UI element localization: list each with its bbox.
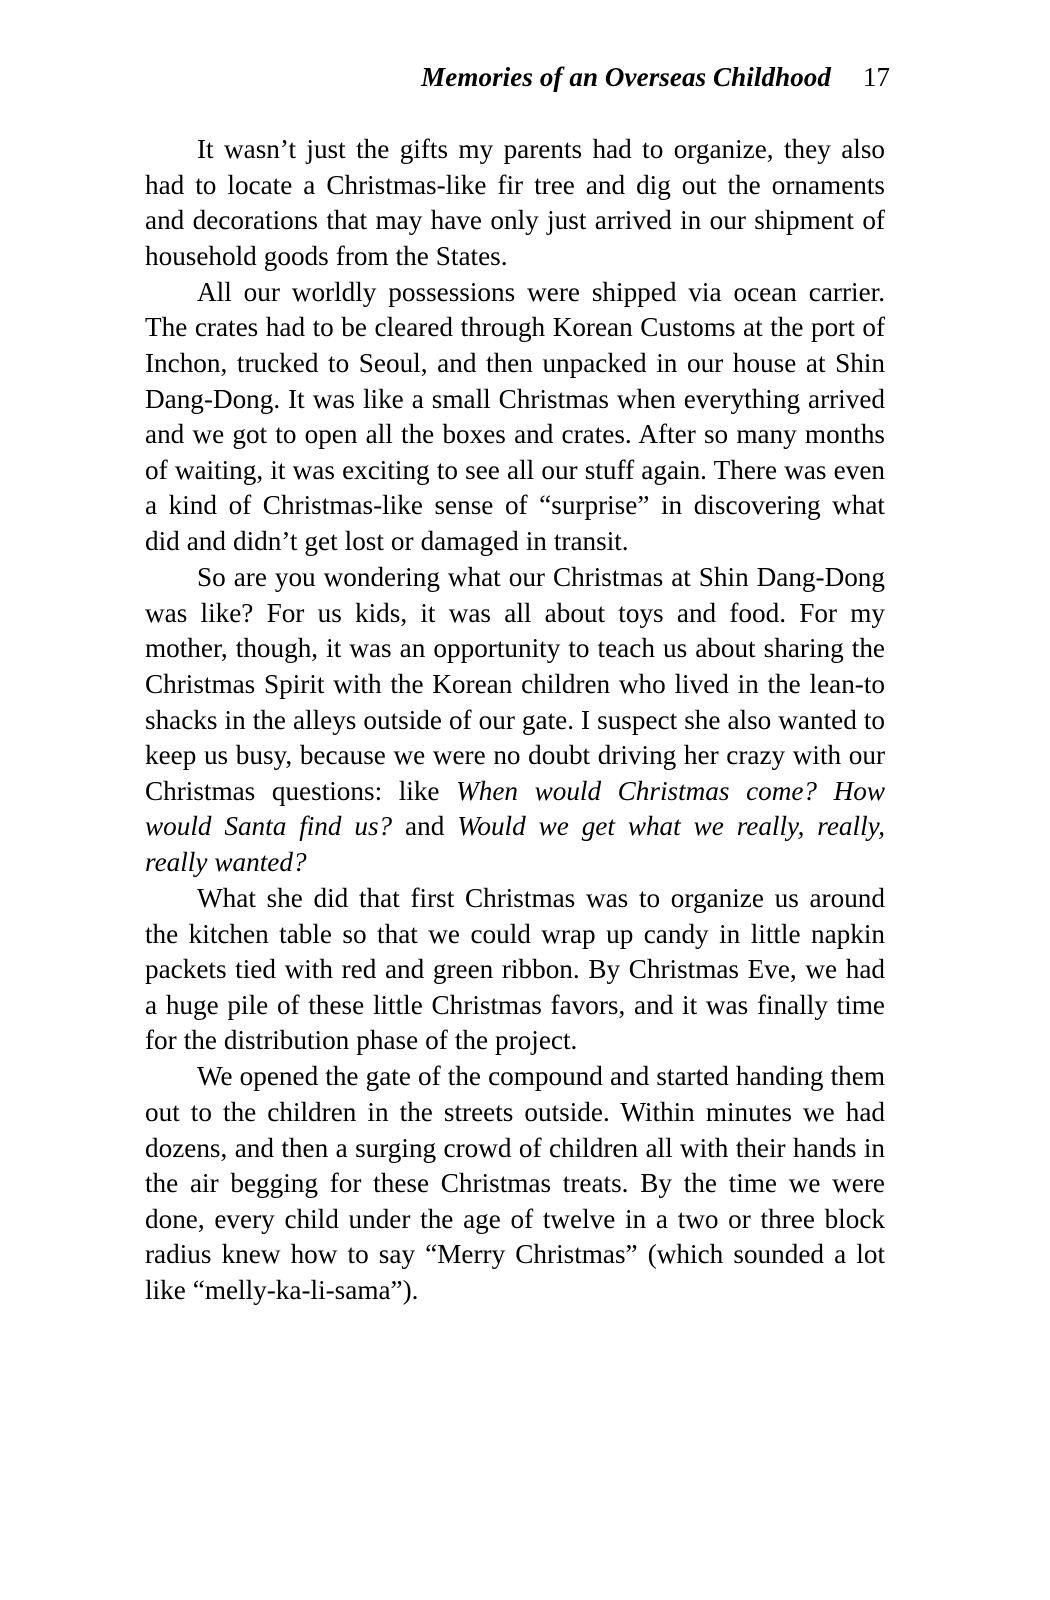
paragraph: It wasn’t just the gifts my parents had to organize, they also had to locate a Christmas-like fir tree and dig out the ornaments and decorations that may have only just arrived in our shipment of household goods from the States. (145, 134, 885, 271)
page-number: 17 (863, 62, 890, 92)
paragraph: We opened the gate of the compound and started handing them out to the children in the streets outside. Within minutes we had dozens, and then a surging crowd of children all with their hands in the air begging for these Christmas treats. By the time we were done, every child under the age of twelve in a two or three block radius knew how to say “Merry Christmas” (which sounded a lot like “melly-ka-li-sama”). (145, 1061, 885, 1305)
paragraph-conjunction: and (392, 811, 458, 842)
paragraph-with-italics (145, 560, 885, 880)
running-head (145, 62, 890, 93)
paragraph-lead: So are you wondering what our Christmas at Shin Dang-Dong was like? For us kids, it was all about toys and food. For my mother, though, it was an opportunity to teach us about sharing the Christmas Spirit with the Korean children who lived in the lean-to shacks in the alleys outside of our gate. I suspect she also wanted to keep us busy, because we were no doubt driving her crazy with our Christmas questions: like (145, 562, 885, 806)
paragraph: What she did that first Christmas was to organize us around the kitchen table so that we could wrap up candy in little napkin packets tied with red and green ribbon. By Christmas Eve, we had a huge pile of these little Christmas favors, and it was finally time for the distribution phase of the project. (145, 882, 885, 1056)
body-text (145, 132, 885, 1309)
italic-question-one: When would Christmas come? How would Santa find us? (145, 775, 885, 842)
paragraph: All our worldly possessions were shipped via ocean carrier. The crates had to be cleared through Korean Customs at the port of Inchon, trucked to Seoul, and then unpacked in our house at Shin Dang-Dong. It was like a small Christmas when everything arrived and we got to open all the boxes and crates. After so many months of waiting, it was exciting to see all our stuff again. There was even a kind of Christmas-like sense of “surprise” in discovering what did and didn’t get lost or damaged in transit. (145, 276, 885, 557)
book-title: Memories of an Overseas Childhood (421, 62, 831, 92)
italic-question-two: Would we get what we really, really, really wanted? (145, 811, 885, 877)
